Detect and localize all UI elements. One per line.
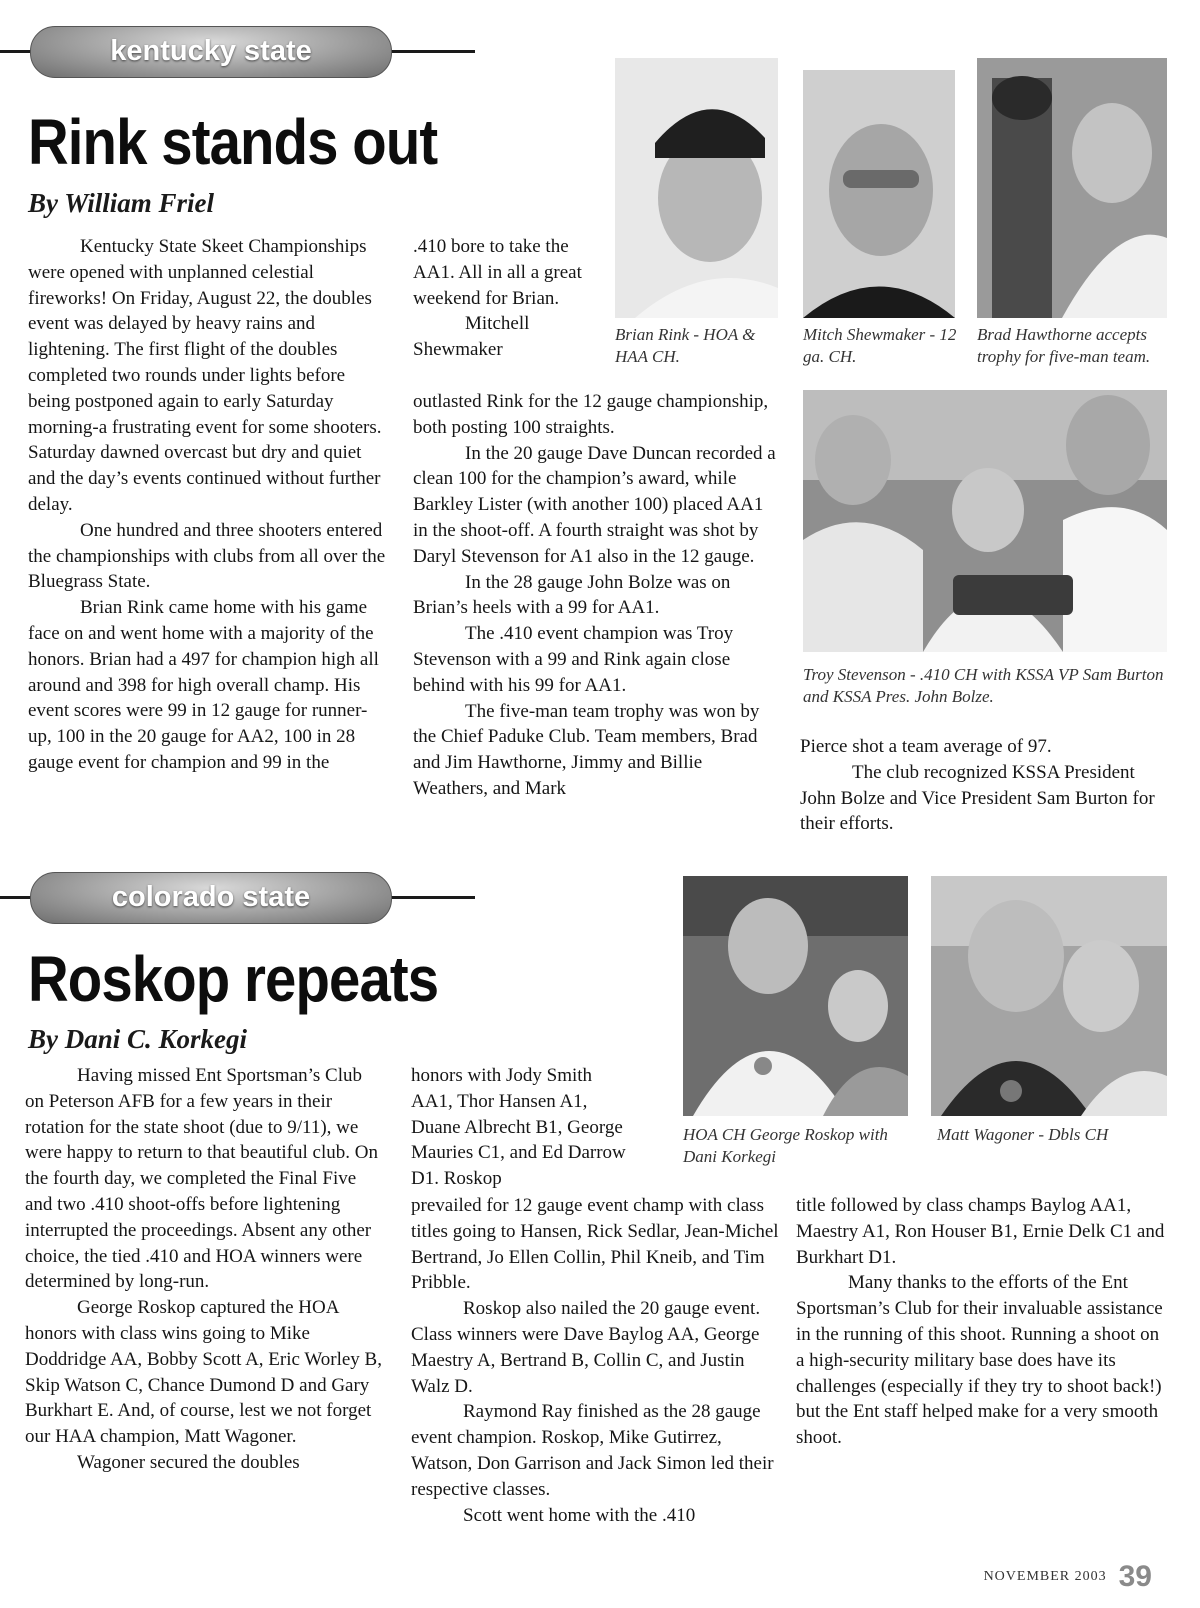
banner-label: kentucky state [110,35,312,67]
paragraph: George Roskop captured the HOA honors with class wins going to Mike Doddridge AA, Bobby Scott A, Eric Worley B, Skip Watson C, Chance Dumond D and Gary Burkhart E. And, of course, lest we not forget our HAA champion, Matt Wagoner. [25,1297,382,1448]
paragraph: Scott went home with the .410 [463,1504,696,1526]
colorado-column-2-top [411,1063,631,1192]
banner-pill [30,26,392,78]
paragraph: In the 20 gauge Dave Duncan recorded a clean 100 for the champion’s award, while Barkley Lister (with another 100) placed AA1 in the shoot-off. A fourth straight was shot by Daryl Stevenson for A1 also in the 12 gauge. [413,442,776,567]
photo-brian-rink [615,58,778,318]
colorado-column-2 [411,1193,781,1528]
paragraph: Mitchell Shewmaker [413,313,530,361]
paragraph: The .410 event champion was Troy Stevenson with a 99 and Rink again close behind with his 99 for AA1. [413,623,734,696]
paragraph: Kentucky State Skeet Championships were opened with unplanned celestial fireworks! On Friday, August 22, the doubles event was delayed by heavy rains and lightening. The first flight of the doubles completed two rounds under lights before being postponed again to early Saturday morning-a frustrating event for some shooters. Saturday dawned overcast but dry and quiet and the day’s events continued without further delay. [28,236,382,515]
paragraph: .410 bore to take the AA1. All in all a great weekend for Brian. [413,236,582,309]
caption-troy-stevenson: Troy Stevenson - .410 CH with KSSA VP Sam Burton and KSSA Pres. John Bolze. [803,665,1164,706]
photo-mitch-shewmaker [803,70,955,318]
colorado-section-banner [0,872,475,922]
page-footer [984,1560,1152,1594]
photo-george-roskop [683,876,908,1116]
caption-brian-rink: Brian Rink - HOA & HAA CH. [615,325,756,366]
kentucky-section-banner [0,26,475,76]
caption-brad-hawthorne: Brad Hawthorne accepts trophy for five-man team. [977,325,1151,366]
caption-matt-wagoner: Matt Wagoner - Dbls CH [937,1125,1109,1144]
paragraph: Wagoner secured the doubles [77,1451,300,1473]
paragraph: Brian Rink came home with his game face on and went home with a majority of the honors. Brian had a 497 for champion high all around and 398 for high overall champ. His event scores were 99 in 12 gauge for runner-up, 100 in the 20 gauge for AA2, 100 in 28 gauge event for champion and 99 in the [28,597,379,773]
photo-brad-hawthorne [977,58,1167,318]
caption-mitch-shewmaker: Mitch Shewmaker - 12 ga. CH. [803,325,957,366]
colorado-column-3 [796,1193,1166,1451]
kentucky-byline: By William Friel [28,188,215,218]
kentucky-column-2 [413,389,778,802]
paragraph: Pierce shot a team average of 97. [800,736,1052,757]
banner-pill [30,872,392,924]
paragraph: Many thanks to the efforts of the Ent Sportsman’s Club for their invaluable assistance in the running of this shoot. Running a shoot on a high-security military base does have its challenges (especially if they try to shoot back!) but the Ent staff helped make for a very smooth shoot. [796,1272,1163,1449]
paragraph: Raymond Ray finished as the 28 gauge event champion. Roskop, Mike Gutirrez, Watson, Don Garrison and Jack Simon led their respective classes. [411,1401,774,1500]
paragraph: title followed by class champs Baylog AA1, Maestry A1, Ron Houser B1, Ernie Delk C1 and Burkhart D1. [796,1195,1165,1268]
colorado-byline: By Dani C. Korkegi [28,1024,248,1054]
issue-date: NOVEMBER 2003 [983,1569,1107,1584]
paragraph: prevailed for 12 gauge event champ with class titles going to Hansen, Rick Sedlar, Jean-Michel Bertrand, Jo Ellen Collin, Phil Kneib, and Tim Pribble. [411,1195,779,1294]
caption-george-roskop: HOA CH George Roskop with Dani Korkegi [683,1125,888,1166]
paragraph: The five-man team trophy was won by the Chief Paduke Club. Team members, Brad and Jim Hawthorne, Jimmy and Billie Weathers, and Mark [413,700,760,799]
paragraph: outlasted Rink for the 12 gauge championship, both posting 100 straights. [413,391,769,438]
paragraph: Having missed Ent Sportsman’s Club on Peterson AFB for a few years in their rotation for the state shoot (due to 9/11), we were happy to return to that beautiful club. On the fourth day, we completed the Final Five and two .410 shoot-offs before lightening interrupted the proceedings. Absent any other choice, the tied .410 and HOA winners were determined by long-run. [25,1065,378,1293]
kentucky-column-2-top [413,234,593,363]
banner-label: colorado state [111,881,311,913]
paragraph: The club recognized KSSA President John Bolze and Vice President Sam Burton for their efforts. [800,761,1155,835]
paragraph: In the 28 gauge John Bolze was on Brian’s heels with a 99 for AA1. [413,571,731,619]
kentucky-column-3 [800,734,1160,837]
photo-matt-wagoner [931,876,1167,1116]
paragraph: Roskop also nailed the 20 gauge event. Class winners were Dave Baylog AA, George Maestry A, Bertrand B, Collin C, and Justin Walz D. [411,1298,761,1397]
colorado-headline: Roskop repeats [28,943,439,1015]
page-number: 39 [1118,1560,1152,1593]
paragraph: One hundred and three shooters entered the championships with clubs from all over the Bluegrass State. [28,519,386,593]
colorado-column-1 [25,1063,385,1476]
paragraph: honors with Jody Smith AA1, Thor Hansen A1, Duane Albrecht B1, George Mauries C1, and Ed Darrow D1. Roskop [411,1065,626,1190]
photo-troy-stevenson-group [803,390,1167,652]
kentucky-column-1 [28,234,388,776]
kentucky-headline: Rink stands out [28,106,438,178]
